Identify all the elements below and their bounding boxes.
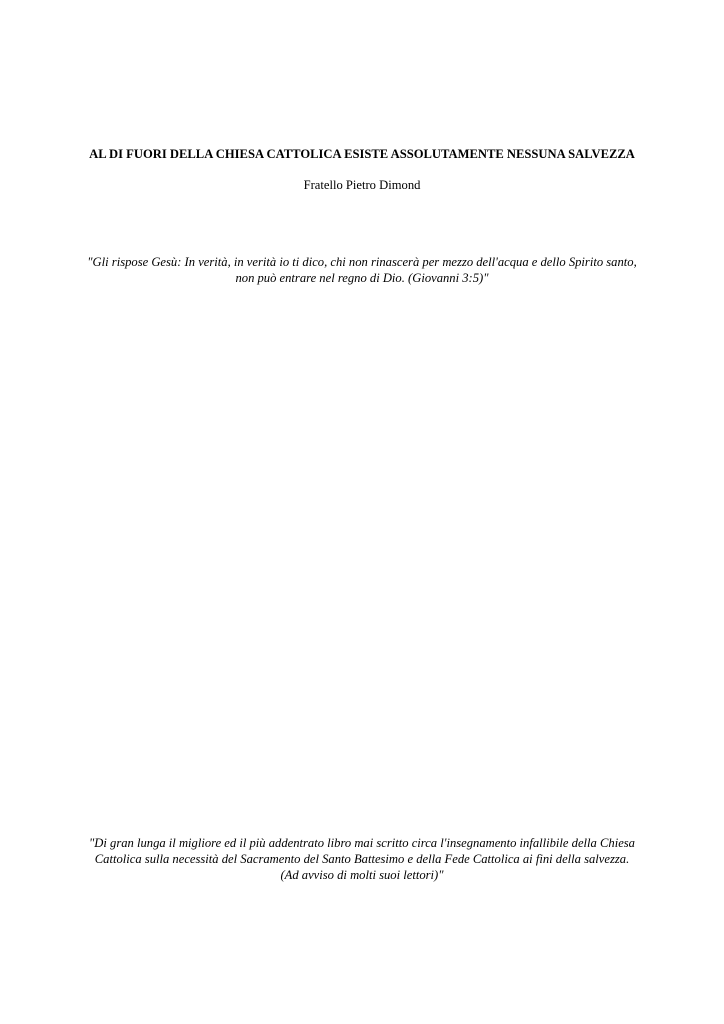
endorsement-line-3: (Ad avviso di molti suoi lettori)"	[280, 868, 444, 882]
epigraph-line-2: non può entrare nel regno di Dio. (Giovanni 3:5)"	[235, 271, 489, 285]
document-author: Fratello Pietro Dimond	[303, 178, 421, 192]
epigraph-quote	[40, 254, 684, 286]
endorsement-quote	[40, 835, 684, 883]
document-title: AL DI FUORI DELLA CHIESA CATTOLICA ESISTE ASSOLUTAMENTE NESSUNA SALVEZZA	[89, 147, 635, 161]
endorsement-line-2: Cattolica sulla necessità del Sacramento del Santo Battesimo e della Fede Cattolica ai fini della salvezza.	[94, 852, 630, 866]
endorsement-line-1: "Di gran lunga il migliore ed il più addentrato libro mai scritto circa l'insegnamento infallibile della Chiesa	[89, 836, 635, 850]
epigraph-line-1: "Gli rispose Gesù: In verità, in verità io ti dico, chi non rinascerà per mezzo dell'acqua e dello Spirito santo,	[87, 255, 637, 269]
